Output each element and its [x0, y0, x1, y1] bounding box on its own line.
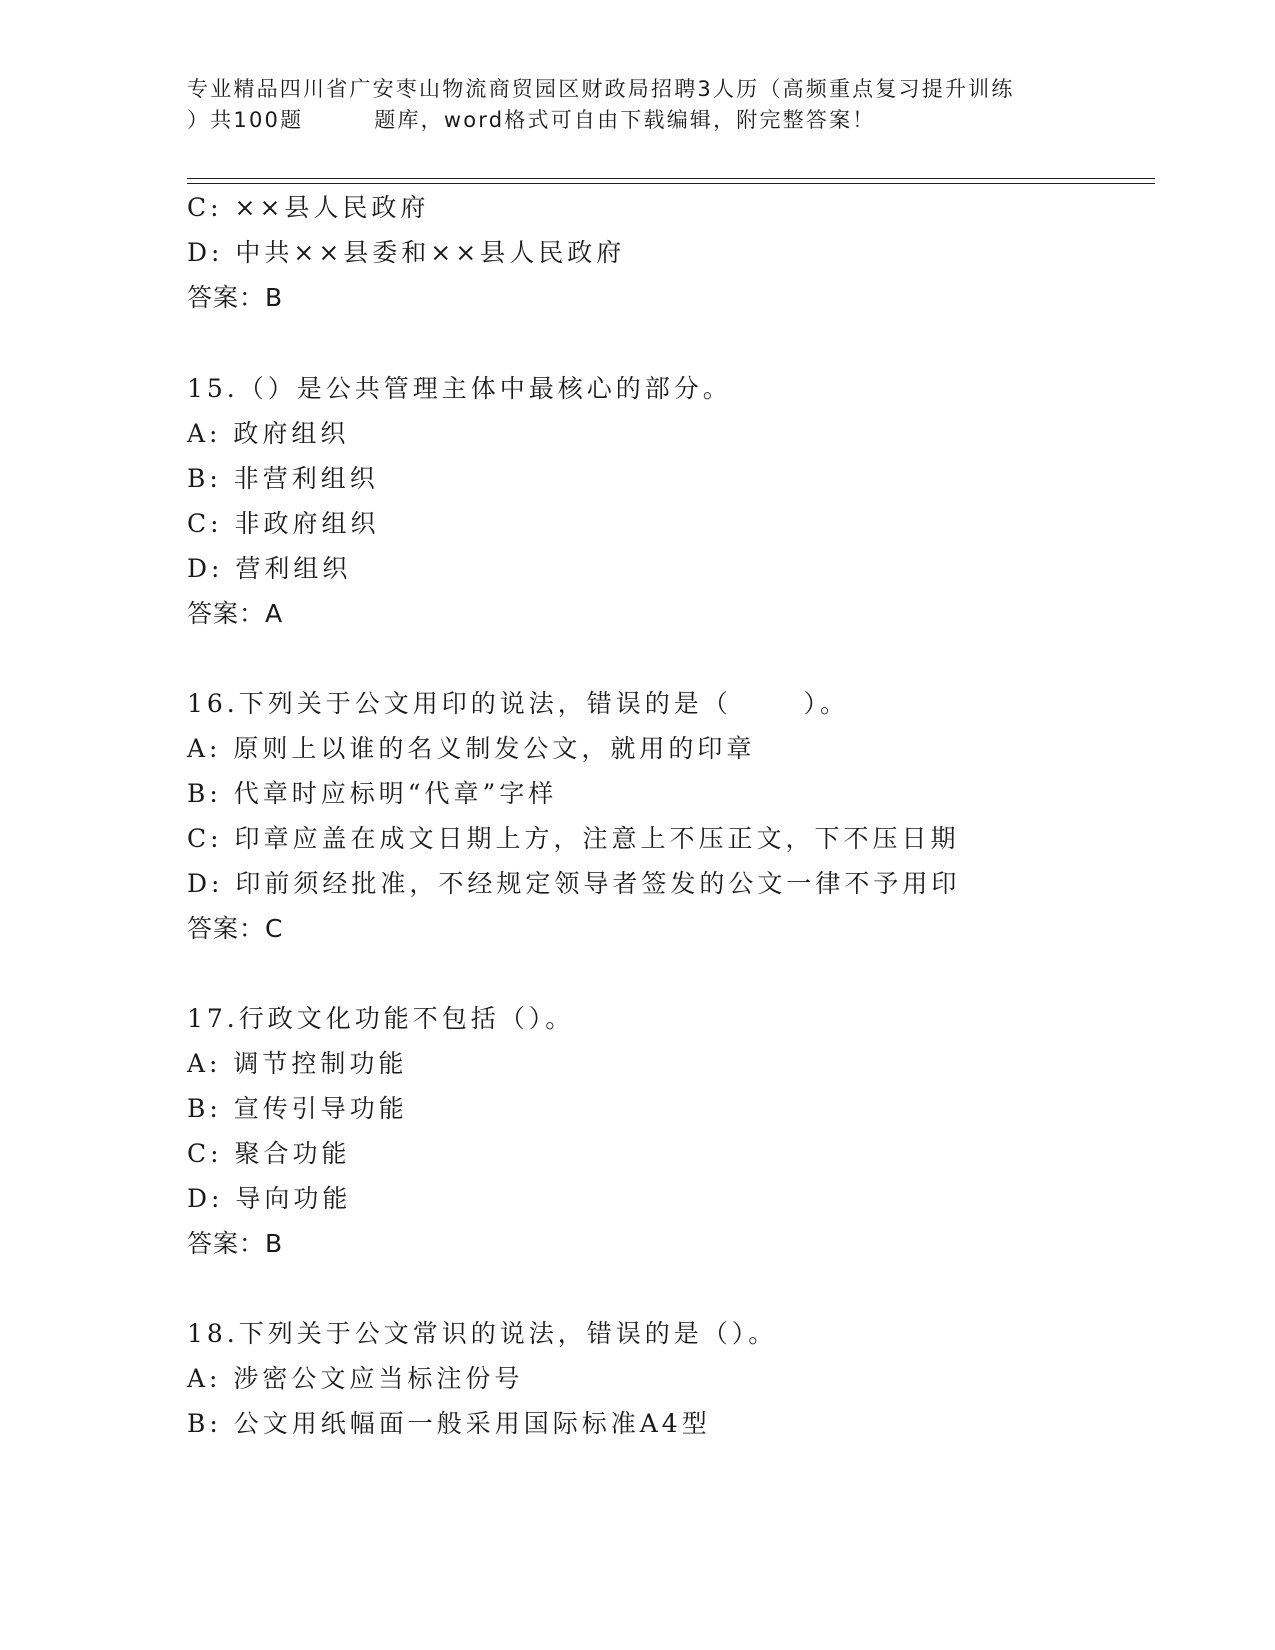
- option-a: A: 原则上以谁的名义制发公文，就用的印章: [187, 734, 756, 763]
- option-a: A: 涉密公文应当标注份号: [187, 1364, 524, 1393]
- option-d: D: 中共××县委和××县人民政府: [187, 238, 626, 267]
- question-stem-17: 17.行政文化功能不包括（）。: [187, 1004, 575, 1033]
- option-d: D: 导向功能: [187, 1184, 352, 1213]
- option-a: A: 调节控制功能: [187, 1049, 408, 1078]
- option-c: C: ××县人民政府: [187, 193, 430, 222]
- question-stem-15: 15.（）是公共管理主体中最核心的部分。: [187, 374, 732, 403]
- answer-line: 答案：B: [187, 283, 284, 312]
- option-d: D: 营利组织: [187, 554, 352, 583]
- option-a: A: 政府组织: [187, 419, 350, 448]
- option-d: D: 印前须经批准，不经规定领导者签发的公文一律不予用印: [187, 869, 961, 898]
- header-line-1: 专业精品四川省广安枣山物流商贸园区财政局招聘3人历（高频重点复习提升训练: [187, 77, 1015, 101]
- option-b: B: 代章时应标明“代章”字样: [187, 779, 558, 808]
- option-c: C: 印章应盖在成文日期上方，注意上不压正文，下不压日期: [187, 824, 960, 853]
- question-stem-18: 18.下列关于公文常识的说法，错误的是（）。: [187, 1319, 778, 1348]
- answer-line: 答案：A: [187, 599, 284, 628]
- header-divider-top: [187, 178, 1155, 179]
- header-divider-bottom: [187, 183, 1155, 184]
- option-b: B: 宣传引导功能: [187, 1094, 408, 1123]
- question-stem-16: 16.下列关于公文用印的说法，错误的是（ ）。: [187, 689, 849, 718]
- option-c: C: 非政府组织: [187, 509, 380, 538]
- option-b: B: 公文用纸幅面一般采用国际标准A4型: [187, 1409, 711, 1438]
- document-header: [187, 74, 1107, 136]
- header-line-2: ）共100题 题库，word格式可自由下载编辑，附完整答案！: [187, 108, 876, 132]
- answer-line: 答案：B: [187, 1229, 284, 1258]
- answer-line: 答案：C: [187, 914, 284, 943]
- option-b: B: 非营利组织: [187, 464, 379, 493]
- option-c: C: 聚合功能: [187, 1139, 351, 1168]
